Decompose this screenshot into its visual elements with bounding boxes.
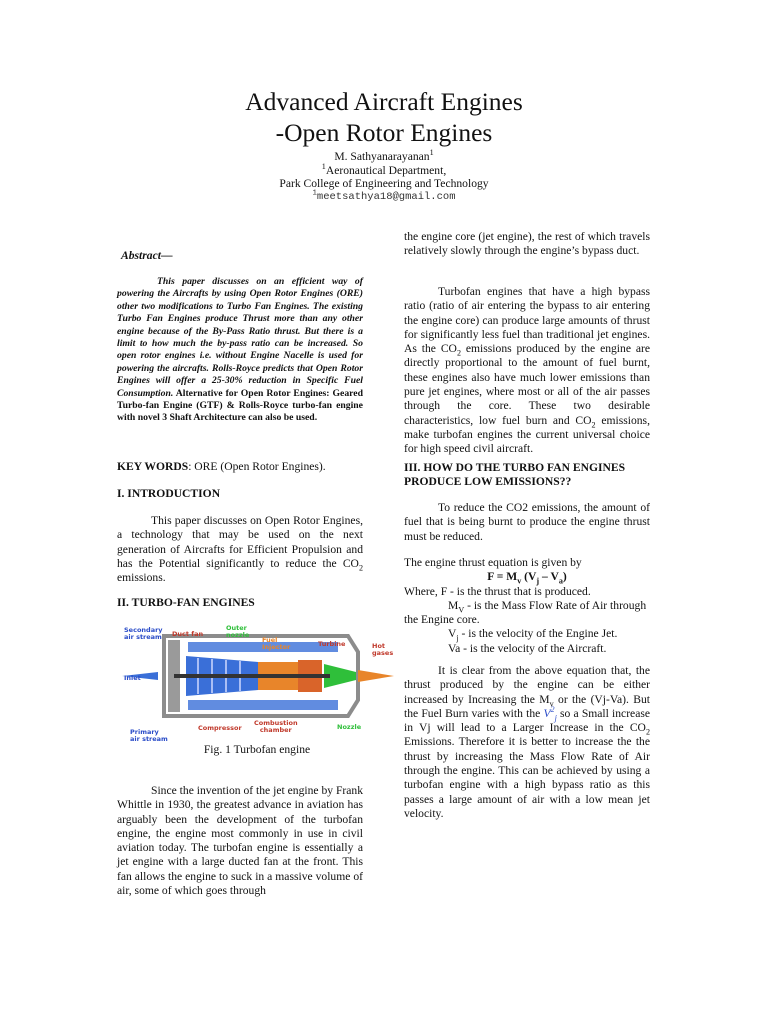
section-1-text: This paper discusses on Open Rotor Engines, a technology that may be used on the next generation of Aircrafts for Efficient Propulsion and has the Potential significantly to reduce the $CO_2$ emissions. — [117, 514, 363, 585]
author-block — [0, 150, 768, 204]
hot-gas-arrow — [358, 670, 394, 682]
paper-title — [0, 86, 768, 148]
label-primary-air: Primary air stream — [130, 728, 168, 743]
right-para-2: Turbofan engines that have a high bypass ratio (ratio of air entering the bypass to air entering the engine core) can produce large amounts of thrust for significantly less fuel than traditional jet engines. As the $CO_2$ emissions produced by the engine are directly proportional to the amount of fuel burnt, these engines also have much lower emissions than pure jet engines, where most or all of the air passes through the core. These two desirable characteristics, low fuel burn and $CO_2$ emissions, make turbofan engines the current universal choice for high speed civil aircraft. — [404, 285, 651, 456]
where-line: Where, F - is the thrust that is produced. — [404, 584, 591, 598]
label-combustion-chamber: Combustion chamber — [254, 719, 298, 734]
section-1-heading: I. INTRODUCTION — [117, 487, 221, 500]
section-3-heading: III. HOW DO THE TURBO FAN ENGINES PRODUCE LOW EMISSIONS?? — [404, 461, 626, 488]
author-college: Park College of Engineering and Technology — [279, 177, 489, 190]
title-line-1: Advanced Aircraft Engines — [245, 87, 523, 116]
mass-flow-definition: $M_V$ - is the Mass Flow Rate of Air through the Engine core. — [404, 598, 647, 627]
title-line-2: -Open Rotor Engines — [275, 118, 493, 147]
label-compressor: Compressor — [198, 724, 242, 732]
label-turbine: Turbine — [318, 640, 346, 648]
thrust-equation: $F = M_v$ $(V_j - V_a)$ — [487, 570, 567, 586]
jet-velocity-definition: $V_j$ - is the velocity of the Engine Jet. — [448, 627, 618, 643]
label-duct-fan: Duct fan — [172, 630, 204, 638]
label-inlet: Inlet — [124, 674, 141, 682]
abstract-text: This paper discusses on an efficient way of powering the Aircrafts by using Open Rotor Engines (ORE) other two modifications to Turbo Fan Engines. The existing Turbo Fan Engines produce Thrust more than any other engine because of the By-Pass Ratio thrust. But there is a limit to how much the by-pass ratio can be increased. So open rotor engines i.e. without Engine Nacelle is used for powering the aircrafts. Rolls-Royce predicts that Open Rotor Engines will offer a 25-30% reduction in Specific Fuel Consumption. Alternative for Open Rotor Engines: Geared Turbo-fan Engine (GTF) & Rolls-Royce turbo-fan engine with novel 3 Shaft Architecture can also be used. — [117, 276, 363, 424]
right-para-4: It is clear from the above equation that, the thrust produced by the engine can be either increased by Increasing the $M_v$ or the (Vj-Va). But the Fuel Burn varies with the $V^2_j$ so a Small increase in Vj will lead to a Larger Increase in the $CO_2$ Emissions. Therefore it is better to increase the the thrust by increasing the Mass Flow Rate of Air through the engine. This can be achieved by using a turbofan engine with a high bypass ratio as this passes a large amount of air with a low mean jet velocity. — [404, 664, 651, 820]
bypass-stream-bottom — [188, 700, 338, 710]
author-department: $^1$Aeronautical Department, — [321, 161, 447, 177]
section-3-para: To reduce the CO2 emissions, the amount of fuel that is being burnt to produce the engine thrust must be reduced. — [404, 501, 650, 543]
figure-caption: Fig. 1 Turbofan engine — [203, 743, 311, 756]
label-nozzle: Nozzle — [337, 723, 362, 731]
section-2-text: Since the invention of the jet engine by Frank Whittle in 1930, the greatest advance in aviation has arguably been the development of the turbofan engine, the engine most commonly in use in civil aviation today. The turbofan engine is essentially a jet engine with a large ducted fan at the front. This fan allows the engine to suck in a massive volume of air, some of which goes through — [117, 784, 363, 898]
engine-shaft — [174, 674, 330, 678]
thrust-equation-block — [404, 556, 650, 656]
label-fuel-injector: Fuel Injector — [262, 636, 291, 651]
label-outer-nozzle: Outer nozzle — [226, 624, 250, 639]
label-hot-gases: Hot gases — [372, 642, 394, 657]
section-2-heading: II. TURBO-FAN ENGINES — [117, 596, 255, 609]
author-name: M. Sathyanarayanan$^1$ — [334, 148, 434, 163]
right-para-1: the engine core (jet engine), the rest of which travels relatively slowly through the engine’s bypass duct. — [404, 230, 650, 258]
author-email: $^1$meetsathya18@gmail.com — [312, 189, 456, 203]
aircraft-velocity-definition: Va - is the velocity of the Aircraft. — [448, 641, 607, 655]
equation-intro: The engine thrust equation is given by — [404, 556, 582, 569]
abstract-label: Abstract— — [121, 249, 173, 262]
keywords: KEY WORDS: ORE (Open Rotor Engines). — [117, 460, 326, 473]
label-secondary-air: Secondary air stream — [124, 626, 163, 641]
